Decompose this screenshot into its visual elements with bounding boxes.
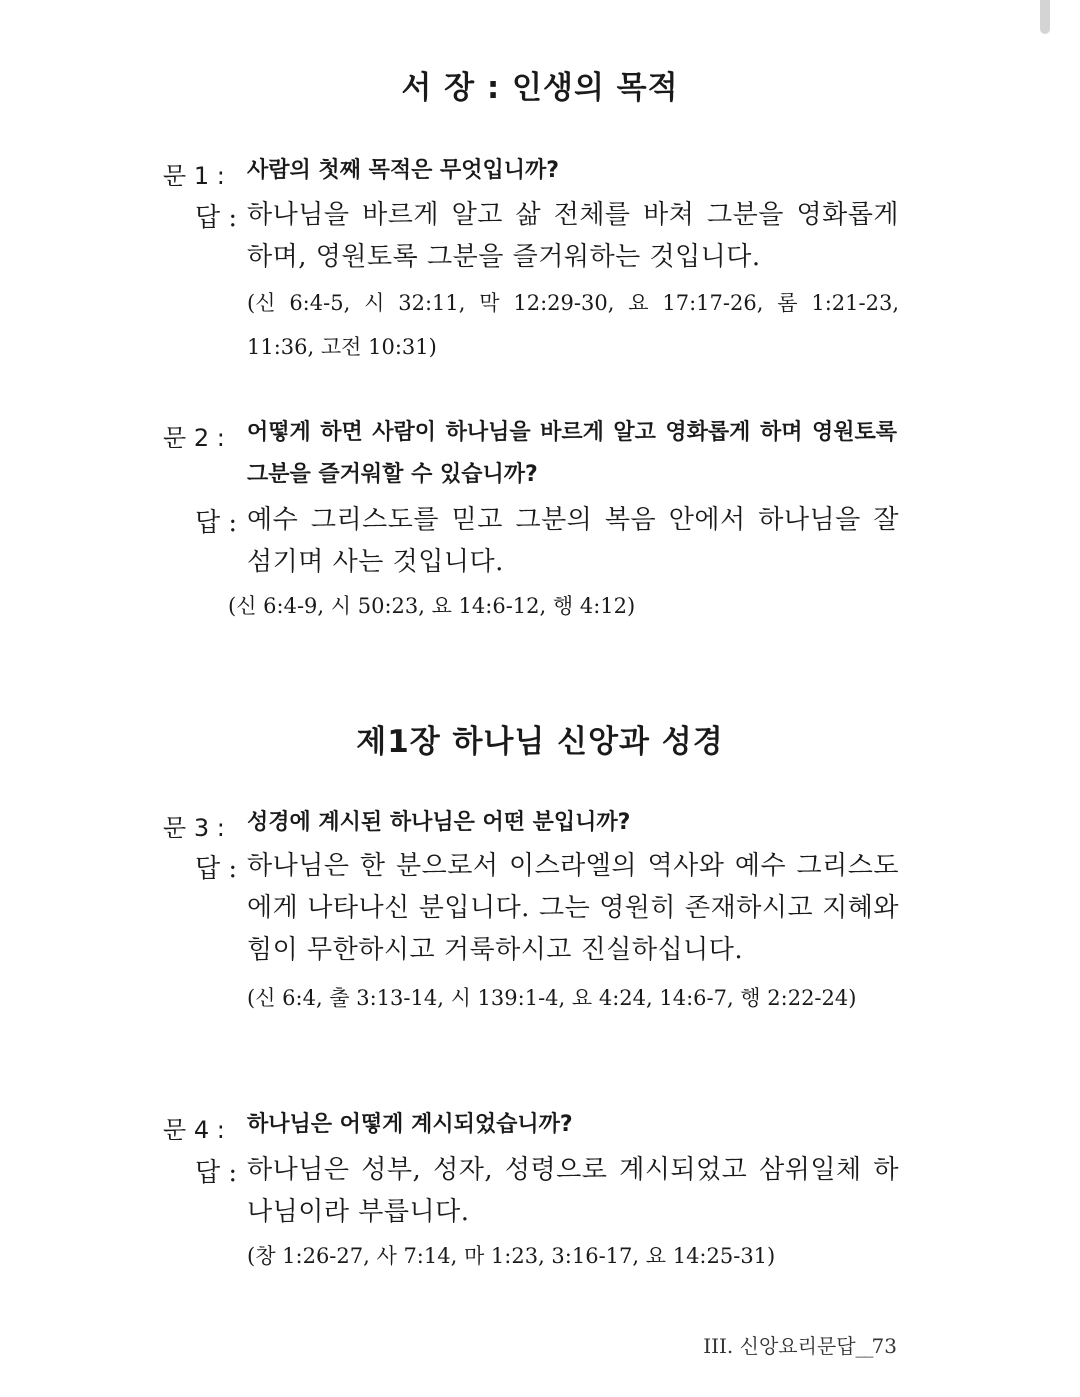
scripture-references: (신 6:4-9, 시 50:23, 요 14:6-12, 행 4:12) (228, 594, 636, 618)
answer-text: 하나님은 성부, 성자, 성령으로 계시되었고 삼위일체 하나님이라 부릅니다. (247, 1155, 899, 1227)
answer-text: 하나님을 바르게 알고 삶 전체를 바쳐 그분을 영화롭게 하며, 영원토록 그분을 즐거워하는 것입니다. (247, 200, 899, 272)
question-text: 성경에 계시된 하나님은 어떤 분입니까? (247, 810, 631, 835)
scripture-references: (신 6:4-5, 시 32:11, 막 12:29-30, 요 17:17-26, 롬 1:21-23, 11:36, 고전 10:31) (247, 291, 899, 359)
answer-text: 하나님은 한 분으로서 이스라엘의 역사와 예수 그리스도에게 나타나신 분입니다. 그는 영원히 존재하시고 지혜와 힘이 무한하시고 거룩하시고 진실하십니다. (247, 851, 899, 965)
answer-label: 답 : (195, 1158, 238, 1188)
question-text: 사람의 첫째 목적은 무엇입니까? (247, 158, 560, 183)
footer-separator: __ (855, 1334, 872, 1358)
scripture-references: (창 1:26-27, 사 7:14, 마 1:23, 3:16-17, 요 14:25-31) (247, 1244, 776, 1268)
answer-label: 답 : (195, 203, 238, 233)
page-number: 73 (871, 1334, 897, 1358)
question-number: 문 3 : (163, 814, 225, 842)
section-title-intro: 서 장 : 인생의 목적 (401, 70, 679, 106)
question-number: 문 4 : (163, 1116, 225, 1144)
scripture-references: (신 6:4, 출 3:13-14, 시 139:1-4, 요 4:24, 14:6-7, 행 2:22-24) (247, 986, 857, 1010)
question-text: 어떻게 하면 사람이 하나님을 바르게 알고 영화롭게 하며 영원토록 그분을 즐거워할 수 있습니까? (247, 420, 897, 487)
question-text: 하나님은 어떻게 계시되었습니까? (247, 1112, 573, 1137)
question-number: 문 2 : (163, 424, 225, 452)
section-title-chapter-1: 제1장 하나님 신앙과 성경 (356, 724, 724, 760)
answer-text: 예수 그리스도를 믿고 그분의 복음 안에서 하나님을 잘 섬기며 사는 것입니다. (247, 505, 899, 577)
answer-label: 답 : (195, 854, 238, 884)
footer-section-label: III. 신앙요리문답 (703, 1334, 856, 1358)
answer-label: 답 : (195, 508, 238, 538)
question-number: 문 1 : (163, 162, 225, 190)
page-footer (703, 1330, 897, 1359)
